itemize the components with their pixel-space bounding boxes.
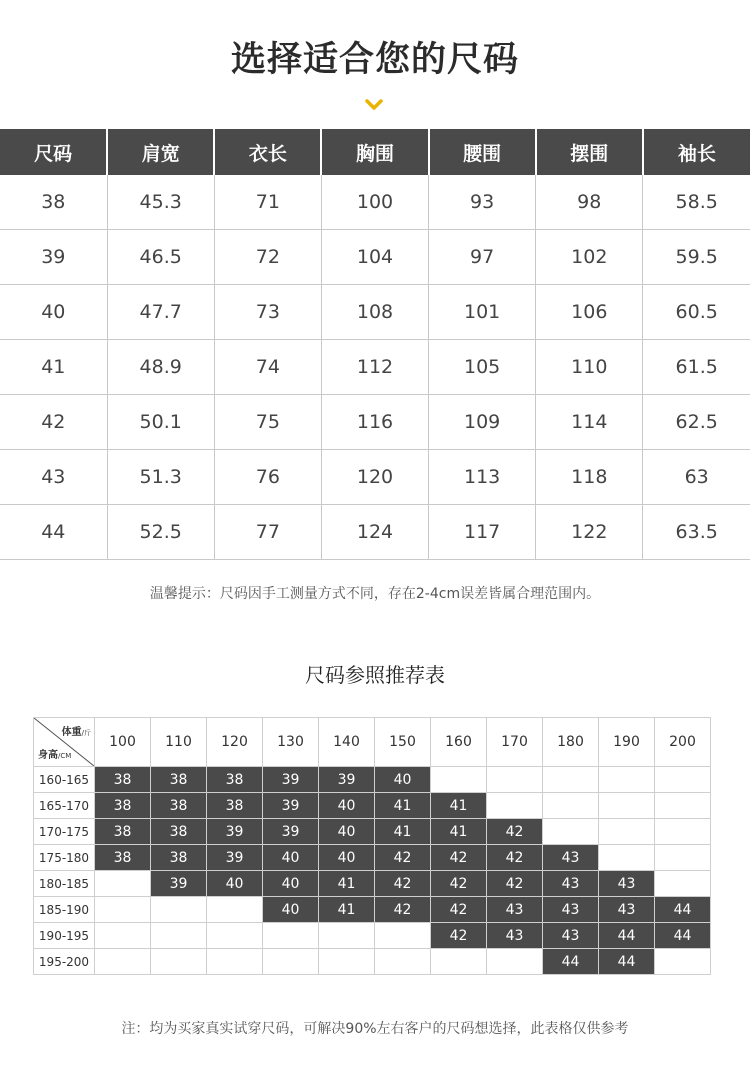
recommended-size-cell: 41 [375,819,431,845]
table-cell: 47.7 [107,285,214,340]
table-cell: 108 [321,285,428,340]
table-row [0,340,750,395]
height-row [34,845,711,871]
table-cell: 110 [536,340,643,395]
table-cell: 106 [536,285,643,340]
weight-header: 100 [95,718,151,767]
table-cell: 74 [214,340,321,395]
table-cell: 43 [0,450,107,505]
empty-cell [431,949,487,975]
weight-label: 体重 [61,727,82,738]
recommended-size-cell: 43 [543,871,599,897]
recommended-size-cell: 38 [151,767,207,793]
recommended-size-cell: 38 [95,819,151,845]
table-cell: 116 [321,395,428,450]
empty-cell [151,949,207,975]
empty-cell [655,871,711,897]
table-cell: 40 [0,285,107,340]
table-row [0,450,750,505]
table-cell: 44 [0,505,107,560]
table-cell: 41 [0,340,107,395]
footnote: 注：均为买家真实试穿尺码，可解决90%左右客户的尺码想选择，此表格仅供参考 [121,1021,629,1037]
col-header: 袖长 [643,129,750,175]
empty-cell [263,949,319,975]
recommended-size-cell: 40 [319,819,375,845]
height-row [34,819,711,845]
recommended-size-cell: 40 [263,871,319,897]
recommended-size-cell: 39 [263,793,319,819]
table-cell: 100 [321,175,428,230]
empty-cell [487,767,543,793]
recommended-size-cell: 39 [207,845,263,871]
table-cell: 45.3 [107,175,214,230]
chevron-down-icon [364,98,384,112]
table-cell: 118 [536,450,643,505]
table-cell: 38 [0,175,107,230]
height-row [34,923,711,949]
empty-cell [319,923,375,949]
recommended-size-cell: 43 [599,897,655,923]
empty-cell [599,845,655,871]
size-table [0,129,750,560]
recommended-size-cell: 43 [543,923,599,949]
table-cell: 39 [0,230,107,285]
table-row [0,285,750,340]
height-row [34,897,711,923]
recommended-size-cell: 41 [431,819,487,845]
empty-cell [263,923,319,949]
height-range-label: 160-165 [34,767,95,793]
weight-header: 160 [431,718,487,767]
table-cell: 48.9 [107,340,214,395]
recommended-size-cell: 42 [431,897,487,923]
table-cell: 59.5 [643,230,750,285]
recommended-size-cell: 44 [599,949,655,975]
table-cell: 58.5 [643,175,750,230]
empty-cell [487,949,543,975]
recommended-size-cell: 38 [95,793,151,819]
empty-cell [599,793,655,819]
empty-cell [207,923,263,949]
height-range-label: 190-195 [34,923,95,949]
table-cell: 60.5 [643,285,750,340]
recommended-size-cell: 39 [263,819,319,845]
recommended-size-cell: 40 [207,871,263,897]
col-header: 尺码 [0,129,107,175]
empty-cell [599,819,655,845]
empty-cell [95,923,151,949]
table-cell: 42 [0,395,107,450]
empty-cell [655,819,711,845]
table-cell: 51.3 [107,450,214,505]
table-cell: 73 [214,285,321,340]
empty-cell [431,767,487,793]
recommended-size-cell: 42 [487,845,543,871]
recommended-size-cell: 41 [319,871,375,897]
recommended-size-cell: 43 [599,871,655,897]
table-cell: 50.1 [107,395,214,450]
table-cell: 112 [321,340,428,395]
table-cell: 109 [429,395,536,450]
table-cell: 75 [214,395,321,450]
recommended-size-cell: 44 [655,923,711,949]
height-axis-label [38,746,71,761]
weight-header: 200 [655,718,711,767]
size-table-header [0,129,750,175]
empty-cell [319,949,375,975]
weight-unit: /斤 [81,729,91,737]
empty-cell [151,897,207,923]
recommended-size-cell: 43 [543,845,599,871]
recommended-size-cell: 38 [95,767,151,793]
height-range-label: 180-185 [34,871,95,897]
recommended-size-cell: 42 [431,845,487,871]
weight-header: 120 [207,718,263,767]
recommended-size-cell: 38 [207,793,263,819]
height-row [34,793,711,819]
corner-header [34,718,95,767]
empty-cell [95,949,151,975]
recommended-size-cell: 44 [655,897,711,923]
empty-cell [95,897,151,923]
empty-cell [95,871,151,897]
empty-cell [375,949,431,975]
recommended-size-cell: 39 [263,767,319,793]
table-cell: 76 [214,450,321,505]
table-cell: 63.5 [643,505,750,560]
table-cell: 71 [214,175,321,230]
table-cell: 114 [536,395,643,450]
empty-cell [655,845,711,871]
recommended-size-cell: 40 [263,845,319,871]
table-cell: 102 [536,230,643,285]
recommended-size-cell: 42 [431,923,487,949]
table-cell: 113 [429,450,536,505]
empty-cell [543,793,599,819]
table-row [0,175,750,230]
recommendation-title: 尺码参照推荐表 [305,663,445,687]
weight-header: 110 [151,718,207,767]
table-row [0,505,750,560]
height-row [34,949,711,975]
recommended-size-cell: 43 [543,897,599,923]
table-cell: 72 [214,230,321,285]
recommended-size-cell: 39 [207,819,263,845]
table-row [0,230,750,285]
weight-axis-label [62,723,91,738]
table-cell: 46.5 [107,230,214,285]
empty-cell [599,767,655,793]
recommended-size-cell: 42 [431,871,487,897]
col-header: 胸围 [321,129,428,175]
empty-cell [655,949,711,975]
table-cell: 62.5 [643,395,750,450]
recommended-size-cell: 44 [543,949,599,975]
weight-header: 180 [543,718,599,767]
height-range-label: 175-180 [34,845,95,871]
table-cell: 105 [429,340,536,395]
height-row [34,767,711,793]
recommended-size-cell: 38 [207,767,263,793]
table-cell: 104 [321,230,428,285]
empty-cell [655,767,711,793]
recommended-size-cell: 38 [95,845,151,871]
table-cell: 117 [429,505,536,560]
table-cell: 120 [321,450,428,505]
recommended-size-cell: 38 [151,793,207,819]
empty-cell [151,923,207,949]
col-header: 腰围 [429,129,536,175]
height-range-label: 185-190 [34,897,95,923]
empty-cell [207,897,263,923]
recommended-size-cell: 41 [319,897,375,923]
recommended-size-cell: 40 [375,767,431,793]
recommended-size-cell: 42 [375,897,431,923]
height-unit: /CM [58,752,72,760]
empty-cell [543,819,599,845]
recommended-size-cell: 42 [487,819,543,845]
height-range-label: 165-170 [34,793,95,819]
table-cell: 63 [643,450,750,505]
weight-header: 130 [263,718,319,767]
weight-header: 190 [599,718,655,767]
col-header: 肩宽 [107,129,214,175]
recommended-size-cell: 39 [319,767,375,793]
weight-header: 170 [487,718,543,767]
height-row [34,871,711,897]
weight-header: 150 [375,718,431,767]
recommended-size-cell: 40 [263,897,319,923]
recommended-size-cell: 38 [151,819,207,845]
recommended-size-cell: 39 [151,871,207,897]
size-recommendation-grid [33,717,711,975]
page-title: 选择适合您的尺码 [230,40,519,80]
measurement-tip: 温馨提示：尺码因手工测量方式不同，存在2-4cm误差皆属合理范围内。 [149,586,601,602]
recommended-size-cell: 40 [319,793,375,819]
empty-cell [375,923,431,949]
recommended-size-cell: 41 [431,793,487,819]
weight-header: 140 [319,718,375,767]
empty-cell [655,793,711,819]
table-cell: 98 [536,175,643,230]
empty-cell [207,949,263,975]
table-cell: 61.5 [643,340,750,395]
table-cell: 122 [536,505,643,560]
table-cell: 93 [429,175,536,230]
recommended-size-cell: 40 [319,845,375,871]
recommended-size-cell: 42 [375,871,431,897]
col-header: 衣长 [214,129,321,175]
table-cell: 101 [429,285,536,340]
height-range-label: 170-175 [34,819,95,845]
table-cell: 97 [429,230,536,285]
recommended-size-cell: 42 [487,871,543,897]
recommended-size-cell: 41 [375,793,431,819]
table-cell: 77 [214,505,321,560]
table-row [0,395,750,450]
table-cell: 52.5 [107,505,214,560]
recommended-size-cell: 42 [375,845,431,871]
col-header: 摆围 [536,129,643,175]
recommended-size-cell: 38 [151,845,207,871]
recommended-size-cell: 43 [487,897,543,923]
recommended-size-cell: 43 [487,923,543,949]
table-cell: 124 [321,505,428,560]
height-label: 身高 [38,750,58,761]
weight-header-row [34,718,711,767]
height-range-label: 195-200 [34,949,95,975]
empty-cell [487,793,543,819]
empty-cell [543,767,599,793]
recommended-size-cell: 44 [599,923,655,949]
